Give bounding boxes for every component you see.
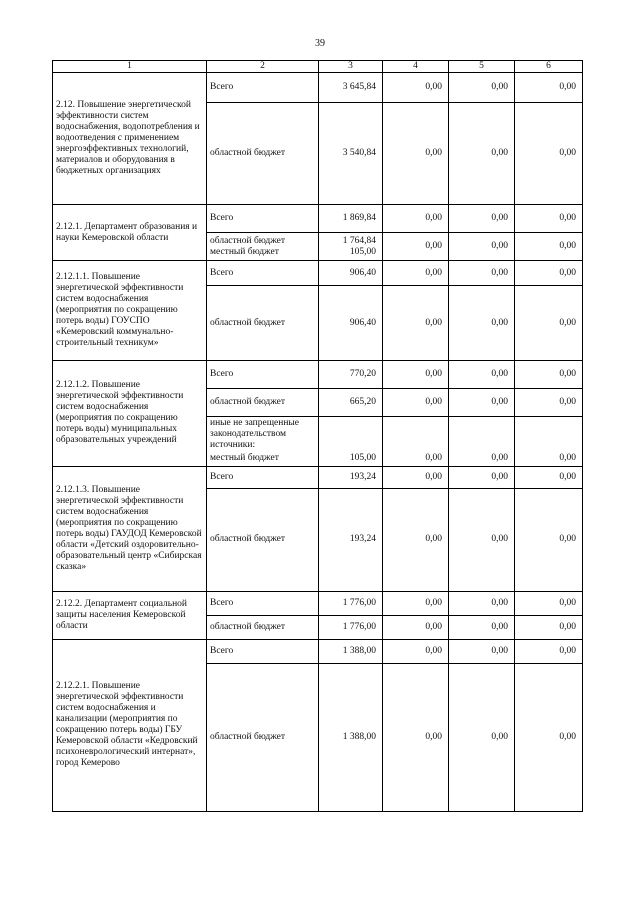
value-cell: 0,00 <box>383 103 449 205</box>
value-cell: 0,00 <box>449 615 515 639</box>
value-cell: 1 776,00 <box>319 615 383 639</box>
funding-source-line: областной бюджет <box>210 235 286 246</box>
table-row <box>53 466 583 488</box>
program-name: 2.12.1.2. Повышение энергетической эффективности систем водоснабжения (мероприятия по сокращению потерь воды) муниципальных образовательных учреждений <box>53 361 207 467</box>
value-cell: 0,00 <box>449 286 515 361</box>
table-row <box>53 261 583 286</box>
funding-source: Всего <box>207 639 319 663</box>
value-cell <box>515 417 583 453</box>
value-cell: 0,00 <box>449 261 515 286</box>
value-cell: 3 645,84 <box>319 73 383 103</box>
value-cell: 0,00 <box>515 466 583 488</box>
value-cell: 0,00 <box>449 361 515 389</box>
value-cell: 0,00 <box>383 73 449 103</box>
value-cell: 0,00 <box>383 663 449 811</box>
value-cell: 0,00 <box>383 233 449 261</box>
table-row <box>53 639 583 663</box>
col-header-3: 3 <box>319 61 383 73</box>
funding-source: областной бюджет <box>207 103 319 205</box>
value-cell: 0,00 <box>515 591 583 615</box>
value-cell: 105,00 <box>319 452 383 466</box>
value-cell: 0,00 <box>515 103 583 205</box>
value-cell: 0,00 <box>383 389 449 417</box>
col-header-6: 6 <box>515 61 583 73</box>
value-cell: 0,00 <box>449 488 515 591</box>
value-cell: 0,00 <box>383 591 449 615</box>
value-cell: 0,00 <box>449 663 515 811</box>
value-cell: 0,00 <box>515 488 583 591</box>
funding-source <box>207 233 319 261</box>
value-cell: 1 388,00 <box>319 663 383 811</box>
funding-source: местный бюджет <box>207 452 319 466</box>
value-cell: 906,40 <box>319 261 383 286</box>
value-cell: 770,20 <box>319 361 383 389</box>
value-cell: 0,00 <box>449 639 515 663</box>
program-name: 2.12.2. Департамент социальной защиты населения Кемеровской области <box>53 591 207 639</box>
program-name: 2.12.2.1. Повышение энергетической эффективности систем водоснабжения и канализации (мероприятия по сокращению потерь воды) ГБУ Кемеровской области «Кедровский психоневрологический интернат», город Кемерово <box>53 639 207 811</box>
value-cell: 0,00 <box>449 591 515 615</box>
col-header-5: 5 <box>449 61 515 73</box>
value-line: 1 764,84 <box>342 235 376 246</box>
program-name: 2.12.1.3. Повышение энергетической эффективности систем водоснабжения (мероприятия по сокращению потерь воды) ГАУДОД Кемеровской области «Детский оздоровительно-образовательный центр «Сибирская сказка» <box>53 466 207 591</box>
funding-source: Всего <box>207 261 319 286</box>
funding-source-line: местный бюджет <box>210 246 279 257</box>
value-cell: 0,00 <box>383 452 449 466</box>
value-cell: 0,00 <box>515 205 583 233</box>
funding-source: областной бюджет <box>207 615 319 639</box>
funding-source: областной бюджет <box>207 389 319 417</box>
value-cell: 0,00 <box>515 615 583 639</box>
funding-source: Всего <box>207 466 319 488</box>
value-cell <box>383 417 449 453</box>
table-row <box>53 591 583 615</box>
value-cell: 0,00 <box>449 389 515 417</box>
value-cell: 0,00 <box>383 488 449 591</box>
value-cell: 0,00 <box>515 452 583 466</box>
funding-source: Всего <box>207 591 319 615</box>
value-cell: 1 869,84 <box>319 205 383 233</box>
value-cell <box>319 233 383 261</box>
value-line: 105,00 <box>349 246 376 257</box>
value-cell: 0,00 <box>383 615 449 639</box>
program-name: 2.12.1. Департамент образования и науки Кемеровской области <box>53 205 207 261</box>
table-row <box>53 361 583 389</box>
budget-table <box>52 60 583 812</box>
funding-source: областной бюджет <box>207 488 319 591</box>
value-cell: 0,00 <box>383 639 449 663</box>
value-cell: 0,00 <box>383 205 449 233</box>
value-cell: 0,00 <box>515 233 583 261</box>
col-header-1: 1 <box>53 61 207 73</box>
funding-source: иные не запрещенные законодательством источники: <box>207 417 319 453</box>
funding-source: областной бюджет <box>207 286 319 361</box>
funding-source: областной бюджет <box>207 663 319 811</box>
value-cell: 193,24 <box>319 488 383 591</box>
value-cell <box>449 417 515 453</box>
value-cell: 665,20 <box>319 389 383 417</box>
value-cell: 0,00 <box>515 261 583 286</box>
col-header-2: 2 <box>207 61 319 73</box>
value-cell: 193,24 <box>319 466 383 488</box>
value-cell: 0,00 <box>515 361 583 389</box>
table-row <box>53 73 583 103</box>
value-cell: 0,00 <box>383 261 449 286</box>
value-cell: 0,00 <box>515 73 583 103</box>
value-cell: 906,40 <box>319 286 383 361</box>
program-name: 2.12. Повышение энергетической эффективности систем водоснабжения, водопотребления и водоотведения с применением энергоэффективных технологий, материалов и оборудования в бюджетных организациях <box>53 73 207 205</box>
program-name: 2.12.1.1. Повышение энергетической эффективности систем водоснабжения (мероприятия по сокращению потерь воды) ГОУСПО «Кемеровский коммунально-строительный техникум» <box>53 261 207 361</box>
header-row <box>53 61 583 73</box>
value-cell: 1 388,00 <box>319 639 383 663</box>
value-cell: 0,00 <box>515 639 583 663</box>
funding-source: Всего <box>207 205 319 233</box>
value-cell: 0,00 <box>515 663 583 811</box>
value-cell: 0,00 <box>449 73 515 103</box>
table-row <box>53 205 583 233</box>
funding-source: Всего <box>207 73 319 103</box>
value-cell <box>319 417 383 453</box>
value-cell: 3 540,84 <box>319 103 383 205</box>
col-header-4: 4 <box>383 61 449 73</box>
value-cell: 0,00 <box>449 103 515 205</box>
value-cell: 0,00 <box>515 286 583 361</box>
page-number: 39 <box>315 38 325 49</box>
funding-source: Всего <box>207 361 319 389</box>
value-cell: 0,00 <box>383 466 449 488</box>
value-cell: 0,00 <box>449 466 515 488</box>
value-cell: 1 776,00 <box>319 591 383 615</box>
value-cell: 0,00 <box>383 361 449 389</box>
value-cell: 0,00 <box>383 286 449 361</box>
value-cell: 0,00 <box>449 452 515 466</box>
value-cell: 0,00 <box>449 233 515 261</box>
value-cell: 0,00 <box>515 389 583 417</box>
value-cell: 0,00 <box>449 205 515 233</box>
